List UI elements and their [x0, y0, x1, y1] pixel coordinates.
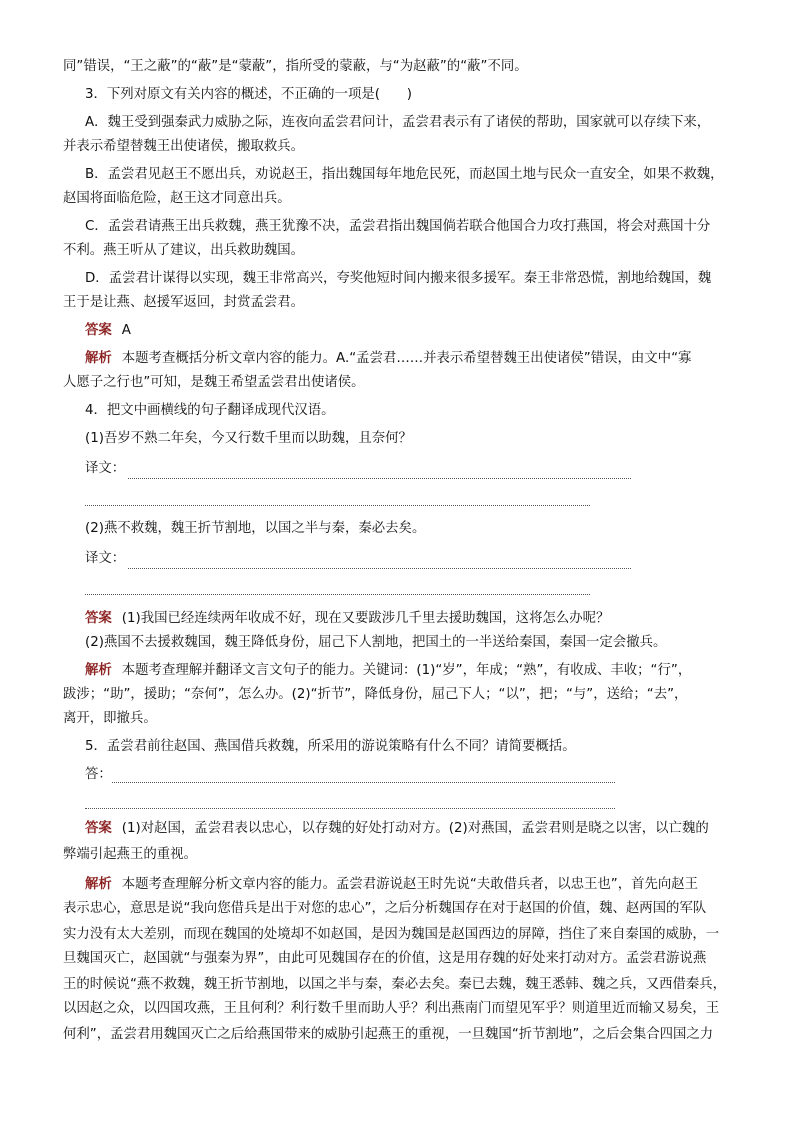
answer-4-cont: (2)燕国不去援救魏国，魏王降低身份，屈己下人割地，把国土的一半送给秦国，秦国一定会撤兵。: [85, 635, 667, 650]
answer-3: [85, 322, 738, 340]
question-5-stem: 5．孟尝君前往赵国、燕国借兵救魏，所采用的游说策略有什么不同？请简要概括。: [85, 739, 576, 754]
analysis-5: [85, 876, 738, 894]
analysis-4: [85, 662, 738, 680]
analysis-text: 本题考查概括分析文章内容的能力。A.“孟尝君……并表示希望替魏王出使诸侯”错误，由文中“寡: [121, 351, 692, 366]
analysis-4-cont: 离开，即撤兵。: [63, 711, 157, 726]
analysis-tag: 解析: [85, 877, 112, 892]
answer-4: [85, 610, 738, 628]
answer-blank-line[interactable]: [128, 568, 631, 569]
answer-blank-line[interactable]: [128, 478, 631, 479]
translation-label-1: 译文：: [85, 461, 126, 476]
answer-blank-line[interactable]: [85, 808, 615, 809]
analysis-5-cont: 表示忠心，意思是说“我向您借兵是出于对您的忠心”，之后分析魏国存在对于赵国的价值，魏、赵两国的军队: [63, 901, 707, 916]
analysis-5-cont: 以因赵之众，以四国攻燕，王且何利？利行数千里而助人乎？利出燕南门而望见军乎？则道里近而输又易矣，王: [63, 1001, 720, 1016]
analysis-5-cont: 旦魏国灭亡，赵国就“与强秦为界”，由此可见魏国存在的价值，这是用存魏的好处来打动对方。孟尝君游说燕: [63, 951, 707, 966]
answer-text: A: [121, 323, 131, 338]
answer-tag: 答案: [85, 821, 112, 836]
answer-blank-line[interactable]: [85, 594, 590, 595]
option-c: C．孟尝君请燕王出兵救魏，燕王犹豫不决，孟尝君指出魏国倘若联合他国合力攻打燕国，将会对燕国十分: [85, 219, 711, 234]
answer-text: (1)我国已经连续两年收成不好，现在又要跋涉几千里去援助魏国，这将怎么办呢？: [121, 611, 610, 626]
answer-tag: 答案: [85, 323, 112, 338]
analysis-5-cont: 实力没有太大差别，而现在魏国的处境却不如赵国，是因为魏国是赵国西边的屏障，挡住了来自秦国的威胁，一: [63, 927, 720, 942]
analysis-5-cont: 何利”，孟尝君用魏国灭亡之后给燕国带来的威胁引起燕王的重视，一旦魏国“折节割地”，之后会集合四国之力: [63, 1027, 714, 1042]
option-d-cont: 王于是让燕、赵援军返回，封赏孟尝君。: [63, 295, 305, 310]
question-4-1: (1)吾岁不熟二年矣，今又行数千里而以助魏，且奈何？: [85, 431, 412, 446]
answer-5: [85, 820, 738, 838]
answer-label-5: 答：: [85, 767, 112, 782]
analysis-text: 本题考查理解并翻译文言文句子的能力。关键词：(1)“岁”，年成；“熟”，有收成、丰收；“行”，: [121, 663, 692, 678]
answer-blank-line[interactable]: [112, 782, 615, 783]
answer-tag: 答案: [85, 611, 112, 626]
analysis-5-cont: 王的时候说“燕不救魏，魏王折节割地，以国之半与秦，秦必去矣。秦已去魏，魏王悉韩、魏之兵，又西借秦兵，: [63, 977, 727, 992]
question-4-stem: 4．把文中画横线的句子翻译成现代汉语。: [85, 403, 335, 418]
option-c-cont: 不利。燕王听从了建议，出兵救助魏国。: [63, 243, 305, 258]
analysis-3: [85, 350, 738, 368]
answer-5-cont: 弊端引起燕王的重视。: [63, 847, 197, 862]
answer-text: (1)对赵国，孟尝君表以忠心，以存魏的好处打动对方。(2)对燕国，孟尝君则是晓之以害，以亡魏的: [121, 821, 709, 836]
option-a: A．魏王受到强秦武力威胁之际，连夜向孟尝君问计，孟尝君表示有了诸侯的帮助，国家就可以存续下来，: [85, 115, 711, 130]
analysis-3-cont: 人愿子之行也”可知，是魏王希望孟尝君出使诸侯。: [63, 375, 365, 390]
option-d: D．孟尝君计谋得以实现，魏王非常高兴，夸奖他短时间内搬来很多援军。秦王非常恐慌，割地给魏国，魏: [85, 271, 712, 286]
analysis-text: 本题考查理解分析文章内容的能力。孟尝君游说赵王时先说“夫敢借兵者，以忠王也”，首先向赵王: [121, 877, 699, 892]
question-4-2: (2)燕不救魏，魏王折节割地，以国之半与秦，秦必去矣。: [85, 521, 426, 536]
translation-label-2: 译文：: [85, 551, 126, 566]
analysis-4-cont: 跋涉；“助”，援助；“奈何”，怎么办。(2)“折节”，降低身份，屈己下人；“以”，把；“与”，送给；“去”，: [63, 687, 688, 702]
answer-blank-line[interactable]: [85, 505, 590, 506]
text-line: 同”错误，“王之蔽”的“蔽”是“蒙蔽”，指所受的蒙蔽，与“为赵蔽”的“蔽”不同。: [63, 59, 528, 74]
question-3-stem: 3．下列对原文有关内容的概述，不正确的一项是( ): [85, 87, 412, 102]
analysis-tag: 解析: [85, 663, 112, 678]
option-b: B．孟尝君见赵王不愿出兵，劝说赵王，指出魏国每年地危民死，而赵国土地与民众一直安全，如果不救魏，: [85, 167, 724, 182]
option-a-cont: 并表示希望替魏王出使诸侯，搬取救兵。: [63, 139, 305, 154]
option-b-cont: 赵国将面临危险，赵王这才同意出兵。: [63, 191, 291, 206]
analysis-tag: 解析: [85, 351, 112, 366]
